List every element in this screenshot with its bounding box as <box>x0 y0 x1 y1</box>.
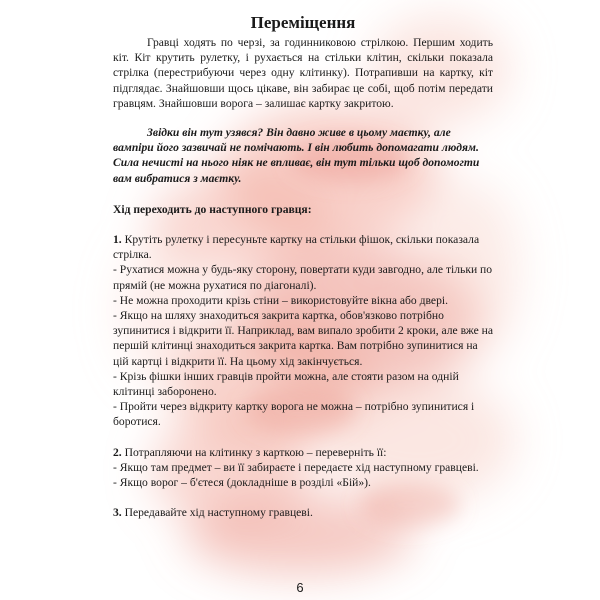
rule-item: - Якщо на шляху знаходиться закрита картка, обов'язково потрібно зупинитися і відкрити її. Наприклад, вам випало зробити 2 кроки, але вже на першій клітинці знаходиться закрита картка. Вам потрібно зупинитися на цій картці і відкрити її. На цьому хід закінчується. <box>113 309 493 368</box>
rule-item: - Якщо ворог – б'єтеся (докладніше в розділі «Бій»). <box>113 476 371 490</box>
page-title: Переміщення <box>250 13 356 32</box>
step-3 <box>113 505 493 520</box>
step-number: 2. <box>113 445 122 459</box>
step-lead: Крутіть рулетку і пересуньте картку на стільки фішок, скільки показала стрілка. <box>113 233 480 262</box>
intro-paragraph: Гравці ходять по черзі, за годинниковою стрілкою. Першим ходить кіт. Кіт крутить рулетку, і рухається на стільки клітин, скільки показала стрілка (перестрибуючи через одну клітинку). Потрапивши на картку, кіт підглядає. Знайшовши щось цікаве, він забирає це собі, щоб потім передати гравцям. Знайшовши ворога – залишає картку закритою. <box>113 36 493 110</box>
rule-item: - Якщо там предмет – ви її забираєте і передаєте хід наступному гравцеві. <box>113 460 479 474</box>
step-lead: Потрапляючи на клітинку з карткою – переверніть її: <box>121 445 387 459</box>
text-column <box>113 13 493 520</box>
section-heading: Хід переходить до наступного гравця: <box>113 202 312 216</box>
rule-item: - Крізь фішки інших гравців пройти можна, але стояти разом на одній клітинці заборонено. <box>113 369 459 399</box>
rule-item: - Не можна проходити крізь стіни – використовуйте вікна або двері. <box>113 293 448 307</box>
flavor-quote: Звідки він тут узявся? Він давно живе в цьому маєтку, але вампіри його зазвичай не помічають. І він любить допомагати людям. Сила нечисті на нього ніяк не впливає, він тут тільки щоб допомогти вам вибратися з маєтку. <box>113 126 480 185</box>
rule-item: - Рухатися можна у будь-яку сторону, повертати куди завгодно, але тільки по прямій (не можна рухатися по діагоналі). <box>113 263 493 292</box>
step-number: 3. <box>113 506 122 520</box>
rule-item: - Пройти через відкриту картку ворога не можна – потрібно зупинитися і боротися. <box>113 400 475 429</box>
step-2 <box>113 445 493 491</box>
step-1 <box>113 232 493 430</box>
page-number: 6 <box>296 580 304 595</box>
step-number: 1. <box>113 233 122 247</box>
step-lead: Передавайте хід наступному гравцеві. <box>121 506 313 520</box>
